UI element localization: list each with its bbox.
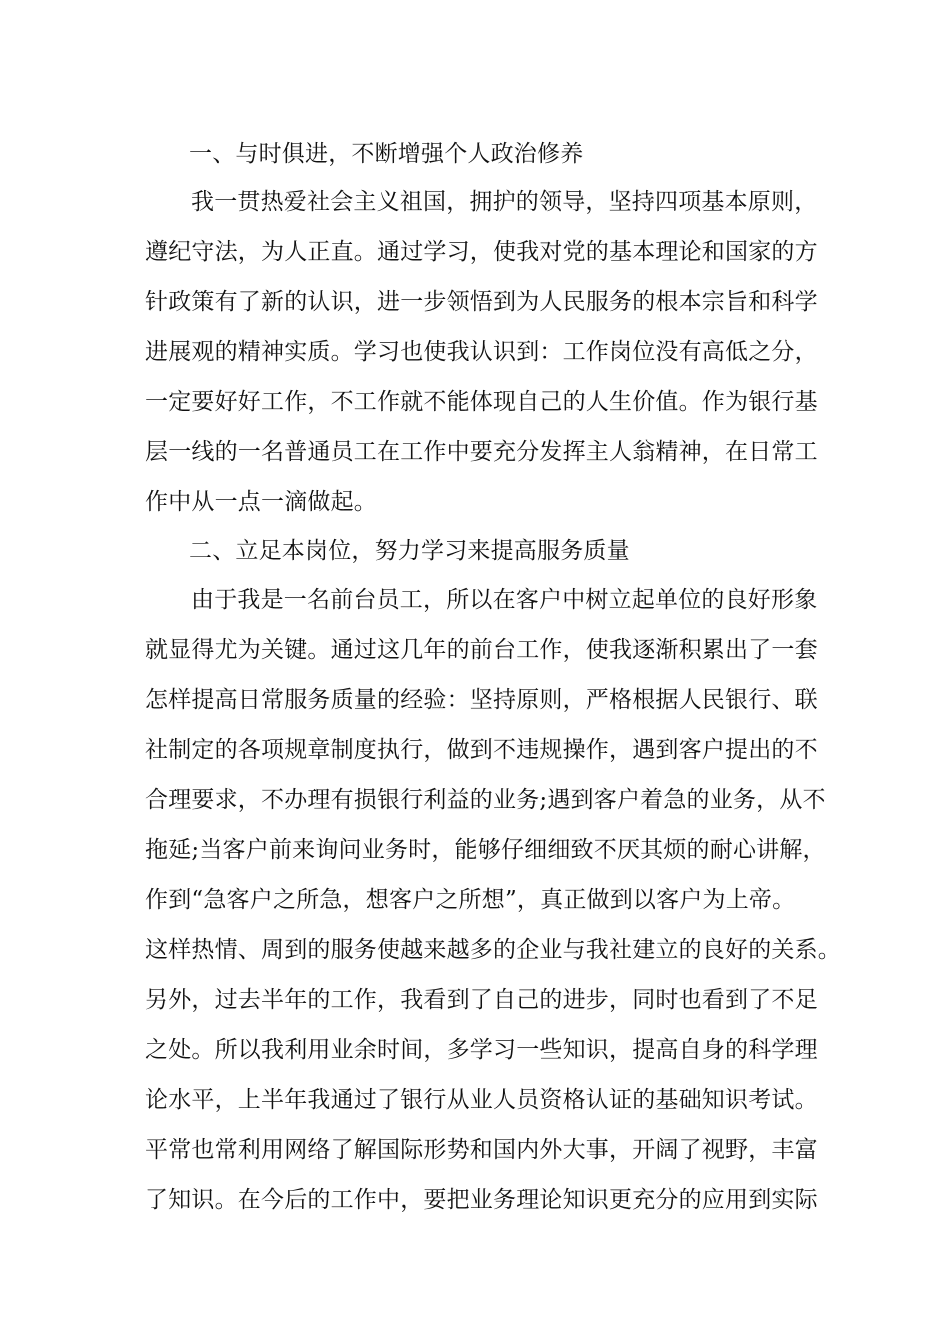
paragraph-line: 另外，过去半年的工作，我看到了自己的进步，同时也看到了不足 <box>145 987 818 1013</box>
paragraph-line: 遵纪守法，为人正直。通过学习，使我对党的基本理论和国家的方 <box>145 239 818 265</box>
paragraph-line: 层一线的一名普通员工在工作中要充分发挥主人翁精神，在日常工 <box>145 439 818 465</box>
paragraph-line: 由于我是一名前台员工，所以在客户中树立起单位的良好形象 <box>191 587 818 613</box>
paragraph-line: 平常也常利用网络了解国际形势和国内外大事，开阔了视野，丰富 <box>145 1137 818 1163</box>
paragraph-line: 了知识。在今后的工作中，要把业务理论知识更充分的应用到实际 <box>145 1187 818 1213</box>
paragraph-line: 这样热情、周到的服务使越来越多的企业与我社建立的良好的关系。 <box>145 937 841 963</box>
paragraph-line: 合理要求，不办理有损银行利益的业务;遇到客户着急的业务，从不 <box>145 787 826 813</box>
paragraph-line: 我一贯热爱社会主义祖国，拥护的领导，坚持四项基本原则， <box>191 189 818 215</box>
paragraph-line: 一定要好好工作，不工作就不能体现自己的人生价值。作为银行基 <box>145 389 818 415</box>
paragraph-line: 作中从一点一滴做起。 <box>145 489 377 515</box>
paragraph-line: 针政策有了新的认识，进一步领悟到为人民服务的根本宗旨和科学 <box>145 289 818 315</box>
paragraph-line: 拖延;当客户前来询问业务时，能够仔细细致不厌其烦的耐心讲解， <box>145 837 826 863</box>
paragraph-line: 就显得尤为关键。通过这几年的前台工作，使我逐渐积累出了一套 <box>145 637 818 663</box>
paragraph-line: 怎样提高日常服务质量的经验：坚持原则，严格根据人民银行、联 <box>145 687 818 713</box>
paragraph-line: 社制定的各项规章制度执行，做到不违规操作，遇到客户提出的不 <box>145 737 818 763</box>
paragraph-line: 论水平，上半年我通过了银行从业人员资格认证的基础知识考试。 <box>145 1087 818 1113</box>
paragraph-line: 作到“急客户之所急，想客户之所想”，真正做到以客户为上帝。 <box>145 887 796 913</box>
paragraph-line: 进展观的精神实质。学习也使我认识到：工作岗位没有高低之分， <box>145 339 818 365</box>
section-heading-1: 一、与时俱进，不断增强个人政治修养 <box>189 141 584 167</box>
section-heading-2: 二、立足本岗位，努力学习来提高服务质量 <box>189 538 630 564</box>
paragraph-line: 之处。所以我利用业余时间，多学习一些知识，提高自身的科学理 <box>145 1037 818 1063</box>
